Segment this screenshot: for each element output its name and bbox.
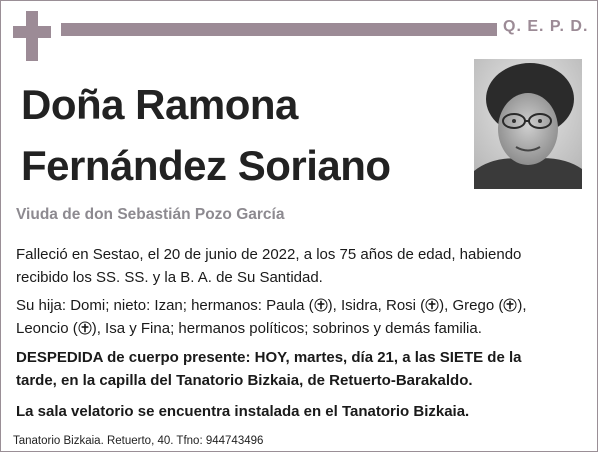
farewell-paragraph [16,346,576,392]
family-paragraph [16,294,576,340]
latin-cross-icon [13,11,51,61]
portrait-photo [474,59,582,189]
circled-cross-icon [503,298,517,312]
paragraph-text: ), Isidra, Rosi ( [327,297,426,314]
widow-subtitle: Viuda de don Sebastián Pozo García [16,206,285,223]
circled-cross-icon [425,298,439,312]
paragraph-text: ), Isa y Fina; hermanos políticos; sobrinos y demás familia. [91,320,482,337]
paragraph-line: Falleció en Sestao, el 20 de junio de 2022, a los 75 años de edad, habiendo [16,246,522,263]
deceased-name-line2: Fernández Soriano [21,142,391,189]
paragraph-line: recibido los SS. SS. y la B. A. de Su Santidad. [16,269,323,286]
funeral-home-footer: Tanatorio Bizkaia. Retuerto, 40. Tfno: 944743496 [13,435,264,447]
header-rule [61,23,497,36]
death-notice-paragraph [16,243,576,289]
paragraph-line: DESPEDIDA de cuerpo presente: HOY, martes, día 21, a las SIETE de la [16,349,522,366]
paragraph-text: ), [517,297,527,314]
paragraph-text: Leoncio ( [16,320,78,337]
paragraph-text: Su hija: Domi; nieto: Izan; hermanos: Paula ( [16,297,314,314]
paragraph-text: ), Grego ( [439,297,504,314]
wake-room-paragraph: La sala velatorio se encuentra instalada en el Tanatorio Bizkaia. [16,403,470,420]
qepd-label: Q. E. P. D. [503,18,589,35]
deceased-name-line1: Doña Ramona [21,81,298,128]
paragraph-line: tarde, en la capilla del Tanatorio Bizkaia, de Retuerto-Barakaldo. [16,372,473,389]
circled-cross-icon [78,321,92,335]
circled-cross-icon [314,298,328,312]
